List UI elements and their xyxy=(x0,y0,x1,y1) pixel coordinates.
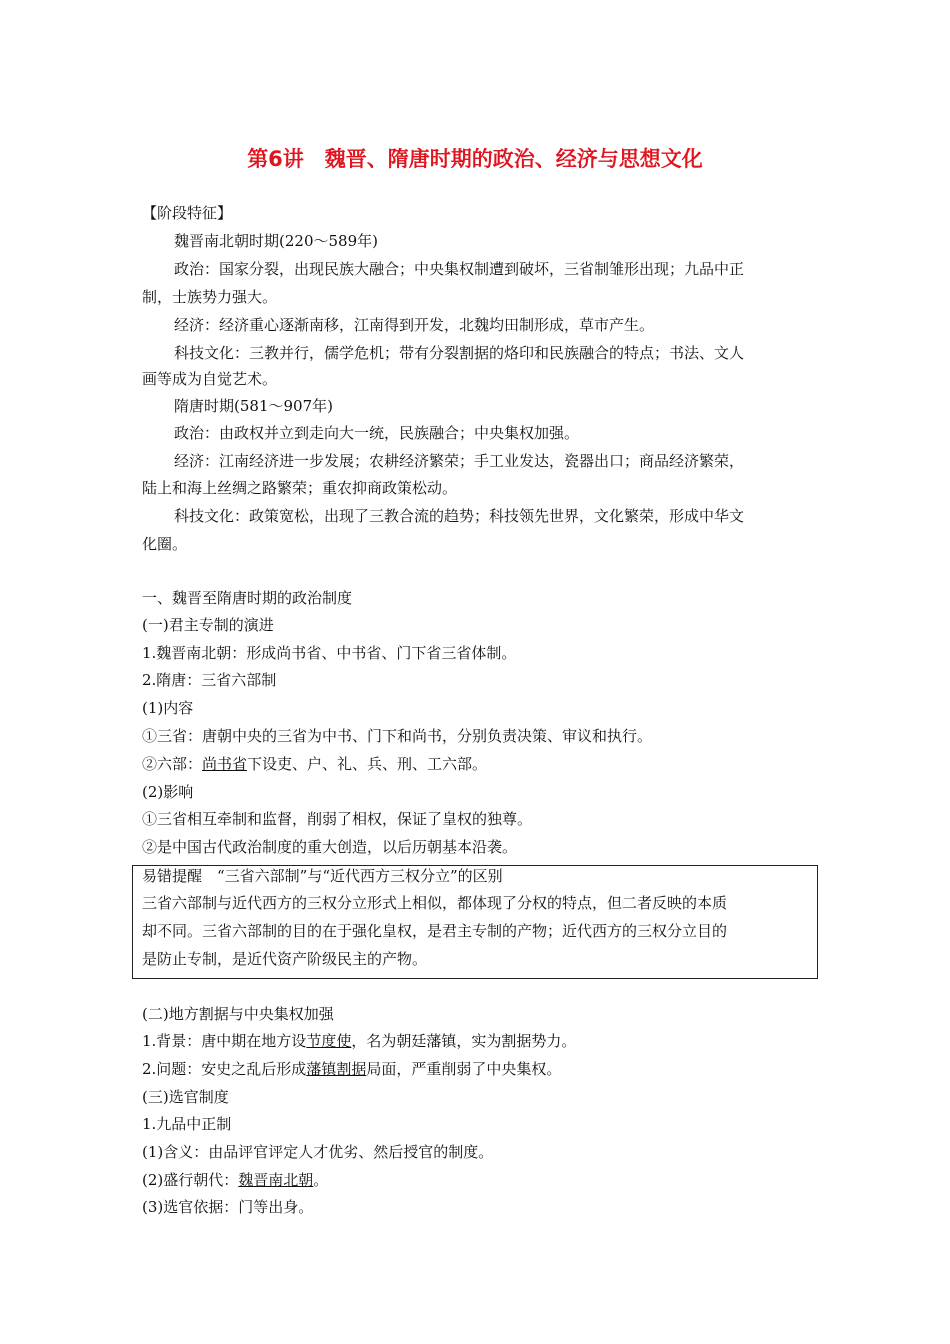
stage-label: 【阶段特征】 xyxy=(142,204,233,222)
section1-sansheng: ①三省：唐朝中央的三省为中书、门下和尚书，分别负责决策、审议和执行。 xyxy=(142,727,653,745)
era-underlined: 魏晋南北朝 xyxy=(238,1171,314,1189)
liubu-prefix: ②六部： xyxy=(142,755,203,773)
liubu-suffix: 下设吏、户、礼、兵、刑、工六部。 xyxy=(247,755,488,773)
box-line3: 却不同。三省六部制的目的在于强化皇权，是君主专制的产物；近代西方的三权分立目的 xyxy=(142,922,728,940)
period2-culture-line2: 化圈。 xyxy=(142,535,188,553)
period2-heading: 隋唐时期(581～907年) xyxy=(174,397,333,415)
period2-politics: 政治：由政权并立到走向大一统，民族融合；中央集权加强。 xyxy=(174,424,580,442)
section2-jiupin: 1.九品中正制 xyxy=(142,1115,232,1133)
problem-suffix: 局面，严重削弱了中央集权。 xyxy=(366,1060,562,1078)
section1-impact1: ①三省相互牵制和监督，削弱了相权，保证了皇权的独尊。 xyxy=(142,810,533,828)
section2-problem xyxy=(142,1059,561,1079)
period1-politics-line1: 政治：国家分裂，出现民族大融合；中央集权制遭到破坏，三省制雏形出现；九品中正 xyxy=(174,260,745,278)
section2-sub3: (三)选官制度 xyxy=(142,1088,229,1106)
background-prefix: 1.背景：唐中期在地方设 xyxy=(142,1032,307,1050)
section1-item2: 2.隋唐：三省六部制 xyxy=(142,671,277,689)
box-line2: 三省六部制与近代西方的三权分立形式上相似，都体现了分权的特点，但二者反映的本质 xyxy=(142,894,728,912)
box-line1: 易错提醒 “三省六部制”与“近代西方三权分立”的区别 xyxy=(142,867,503,885)
section1-heading: 一、魏晋至隋唐时期的政治制度 xyxy=(142,589,353,607)
liubu-underlined: 尚书省 xyxy=(202,755,248,773)
problem-prefix: 2.问题：安史之乱后形成 xyxy=(142,1060,307,1078)
period2-economy-line2: 陆上和海上丝绸之路繁荣；重农抑商政策松动。 xyxy=(142,479,458,497)
section1-impact2: ②是中国古代政治制度的重大创造，以后历朝基本沿袭。 xyxy=(142,838,518,856)
section1-content: (1)内容 xyxy=(142,699,194,717)
background-underlined: 节度使 xyxy=(306,1032,352,1050)
background-suffix: ，名为朝廷藩镇，实为割据势力。 xyxy=(351,1032,577,1050)
section1-item1: 1.魏晋南北朝：形成尚书省、中书省、门下省三省体制。 xyxy=(142,644,517,662)
era-prefix: (2)盛行朝代： xyxy=(142,1171,239,1189)
period1-culture-line1: 科技文化：三教并行，儒学危机；带有分裂割据的烙印和民族融合的特点；书法、文人 xyxy=(174,344,745,362)
section2-era xyxy=(142,1170,328,1190)
box-line4: 是防止专制，是近代资产阶级民主的产物。 xyxy=(142,950,428,968)
section2-meaning: (1)含义：由品评官评定人才优劣、然后授官的制度。 xyxy=(142,1143,494,1161)
period1-heading: 魏晋南北朝时期(220～589年) xyxy=(174,232,378,250)
page-title: 第6讲 魏晋、隋唐时期的政治、经济与思想文化 xyxy=(247,147,703,171)
section2-background xyxy=(142,1031,576,1051)
period2-culture-line1: 科技文化：政策宽松，出现了三教合流的趋势；科技领先世界，文化繁荣，形成中华文 xyxy=(174,507,745,525)
section1-sub1: (一)君主专制的演进 xyxy=(142,616,274,634)
section1-liubu xyxy=(142,754,487,774)
period1-culture-line2: 画等成为自觉艺术。 xyxy=(142,370,278,388)
section1-impact: (2)影响 xyxy=(142,783,194,801)
problem-underlined: 藩镇割据 xyxy=(306,1060,367,1078)
era-suffix: 。 xyxy=(313,1171,329,1189)
period2-economy-line1: 经济：江南经济进一步发展；农耕经济繁荣；手工业发达，瓷器出口；商品经济繁荣， xyxy=(174,452,745,470)
period1-economy: 经济：经济重心逐渐南移，江南得到开发，北魏均田制形成，草市产生。 xyxy=(174,316,655,334)
section2-sub2: (二)地方割据与中央集权加强 xyxy=(142,1005,334,1023)
period1-politics-line2: 制，士族势力强大。 xyxy=(142,288,278,306)
section2-basis: (3)选官依据：门等出身。 xyxy=(142,1198,314,1216)
